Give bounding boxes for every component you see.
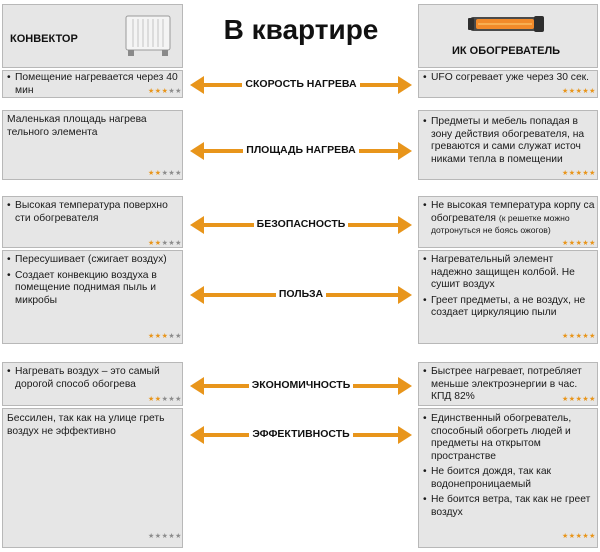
criterion-label: ПЛОЩАДЬ НАГРЕВА	[243, 144, 358, 156]
star-filled-icon: ★	[589, 396, 596, 403]
criterion-label: БЕЗОПАСНОСТЬ	[254, 218, 349, 230]
star-empty-icon: ★	[175, 240, 182, 247]
list-item: • Высокая температура поверхно сти обогревателя	[7, 200, 179, 225]
row-3-left-rating	[148, 240, 182, 248]
star-filled-icon: ★	[148, 170, 155, 177]
star-empty-icon: ★	[168, 396, 176, 403]
star-empty-icon: ★	[175, 333, 182, 340]
star-filled-icon: ★	[589, 240, 596, 247]
star-empty-icon: ★	[161, 170, 169, 177]
list-item: • UFO согревает уже через 30 сек.	[423, 72, 595, 85]
star-filled-icon: ★	[582, 170, 590, 177]
star-filled-icon: ★	[568, 88, 576, 95]
row-6-criterion	[188, 424, 414, 446]
row-1-left-rating	[148, 88, 182, 96]
list-item: • Пересушивает (сжигает воздух)	[7, 254, 179, 267]
star-filled-icon: ★	[161, 88, 169, 95]
star-filled-icon: ★	[582, 333, 590, 340]
criterion-label: ЭФФЕКТИВНОСТЬ	[249, 428, 352, 440]
star-empty-icon: ★	[168, 88, 176, 95]
row-4-right-rating	[562, 333, 596, 341]
star-filled-icon: ★	[568, 240, 576, 247]
row-1-right-rating	[562, 88, 596, 96]
star-filled-icon: ★	[154, 88, 162, 95]
list-item: • Не боится ветра, так как не греет воздух	[423, 494, 595, 519]
star-filled-icon: ★	[562, 396, 569, 403]
star-filled-icon: ★	[148, 333, 155, 340]
row-1-criterion	[188, 74, 414, 96]
star-filled-icon: ★	[154, 396, 162, 403]
row-3-criterion	[188, 214, 414, 236]
row-6-right-rating	[562, 533, 596, 541]
row-4-left-list	[7, 254, 179, 310]
star-filled-icon: ★	[562, 240, 569, 247]
row-3-left-list	[7, 200, 179, 228]
star-empty-icon: ★	[154, 533, 162, 540]
row-6-left-list	[7, 413, 179, 441]
header-left-label: КОНВЕКТОР	[10, 33, 78, 45]
row-4-criterion	[188, 284, 414, 306]
list-item-note: (к решетке можно дотронуться не боясь ожогов)	[431, 212, 570, 235]
star-filled-icon: ★	[582, 533, 590, 540]
star-filled-icon: ★	[154, 170, 162, 177]
list-item: • Греет предметы, а не воздух, не создает циркуляцию пыли	[423, 295, 595, 320]
row-4-right-list	[423, 254, 595, 323]
page-title: В квартире	[223, 14, 379, 45]
row-3-right-rating	[562, 240, 596, 248]
star-empty-icon: ★	[168, 170, 176, 177]
row-6-right-list	[423, 413, 595, 522]
star-empty-icon: ★	[175, 170, 182, 177]
star-filled-icon: ★	[154, 240, 162, 247]
star-empty-icon: ★	[168, 240, 176, 247]
star-filled-icon: ★	[148, 240, 155, 247]
list-item: Бессилен, так как на улице греть воздух не эффективно	[7, 413, 165, 437]
star-empty-icon: ★	[148, 533, 155, 540]
star-filled-icon: ★	[589, 333, 596, 340]
criterion-label: ЭКОНОМИЧНОСТЬ	[249, 379, 354, 391]
star-filled-icon: ★	[589, 170, 596, 177]
infrared-heater-icon	[468, 8, 548, 40]
list-item	[423, 200, 595, 238]
star-filled-icon: ★	[562, 533, 569, 540]
star-filled-icon: ★	[568, 333, 576, 340]
row-2-left-rating	[148, 170, 182, 178]
list-item-text: Не высокая температура корпу са обогревателя	[431, 200, 595, 224]
row-2-criterion	[188, 140, 414, 162]
star-empty-icon: ★	[161, 533, 169, 540]
star-filled-icon: ★	[568, 170, 576, 177]
star-filled-icon: ★	[575, 333, 583, 340]
star-filled-icon: ★	[589, 533, 596, 540]
star-filled-icon: ★	[568, 396, 576, 403]
star-empty-icon: ★	[161, 240, 169, 247]
criterion-label: ПОЛЬЗА	[276, 288, 326, 300]
star-empty-icon: ★	[161, 396, 169, 403]
convector-heater-icon	[124, 14, 172, 58]
star-filled-icon: ★	[582, 240, 590, 247]
list-item: • Предметы и мебель попадая в зону действия обогревателя, на греваются и сами служат источ никами тепла в помещении	[423, 116, 595, 166]
row-5-right-rating	[562, 396, 596, 404]
row-3-right-list	[423, 200, 595, 241]
star-filled-icon: ★	[562, 88, 569, 95]
star-filled-icon: ★	[154, 333, 162, 340]
star-empty-icon: ★	[175, 396, 182, 403]
row-4-left-rating	[148, 333, 182, 341]
header-right-label: ИК ОБОГРЕВАТЕЛЬ	[452, 45, 561, 57]
row-2-right-rating	[562, 170, 596, 178]
star-filled-icon: ★	[161, 333, 169, 340]
row-2-right-list	[423, 116, 595, 169]
list-item: • Создает конвекцию воздуха в помещение поднимая пыль и микробы	[7, 270, 179, 308]
star-filled-icon: ★	[575, 170, 583, 177]
row-5-left-rating	[148, 396, 182, 404]
star-filled-icon: ★	[582, 396, 590, 403]
star-filled-icon: ★	[575, 240, 583, 247]
row-2-left-list	[7, 114, 179, 142]
star-filled-icon: ★	[575, 533, 583, 540]
list-item: Маленькая площадь нагрева тельного элемента	[7, 114, 147, 138]
star-filled-icon: ★	[148, 88, 155, 95]
criterion-label: СКОРОСТЬ НАГРЕВА	[242, 78, 359, 90]
list-item: • Единственный обогреватель, способный обогреть людей и предметы на открытом пространстве	[423, 413, 595, 463]
star-empty-icon: ★	[175, 533, 182, 540]
star-filled-icon: ★	[562, 170, 569, 177]
star-filled-icon: ★	[575, 88, 583, 95]
star-empty-icon: ★	[175, 88, 182, 95]
list-item: • Не боится дождя, так как водонепроницаемый	[423, 466, 595, 491]
list-item: • Помещение нагревается через 40 мин	[7, 72, 179, 97]
star-filled-icon: ★	[562, 333, 569, 340]
star-filled-icon: ★	[575, 396, 583, 403]
star-empty-icon: ★	[168, 533, 176, 540]
row-1-right-list	[423, 72, 595, 88]
star-filled-icon: ★	[148, 396, 155, 403]
star-filled-icon: ★	[568, 533, 576, 540]
star-filled-icon: ★	[589, 88, 596, 95]
row-5-left-list	[7, 366, 179, 394]
list-item: • Быстрее нагревает, потребляет меньше электроэнергии в час. КПД 82%	[423, 366, 595, 404]
row-5-criterion	[188, 375, 414, 397]
list-item: • Нагревать воздух – это самый дорогой способ обогрева	[7, 366, 179, 391]
row-6-left-rating	[148, 533, 182, 541]
star-filled-icon: ★	[582, 88, 590, 95]
list-item: • Нагревательный элемент надежно защищен колбой. Не сушит воздух	[423, 254, 595, 292]
star-empty-icon: ★	[168, 333, 176, 340]
